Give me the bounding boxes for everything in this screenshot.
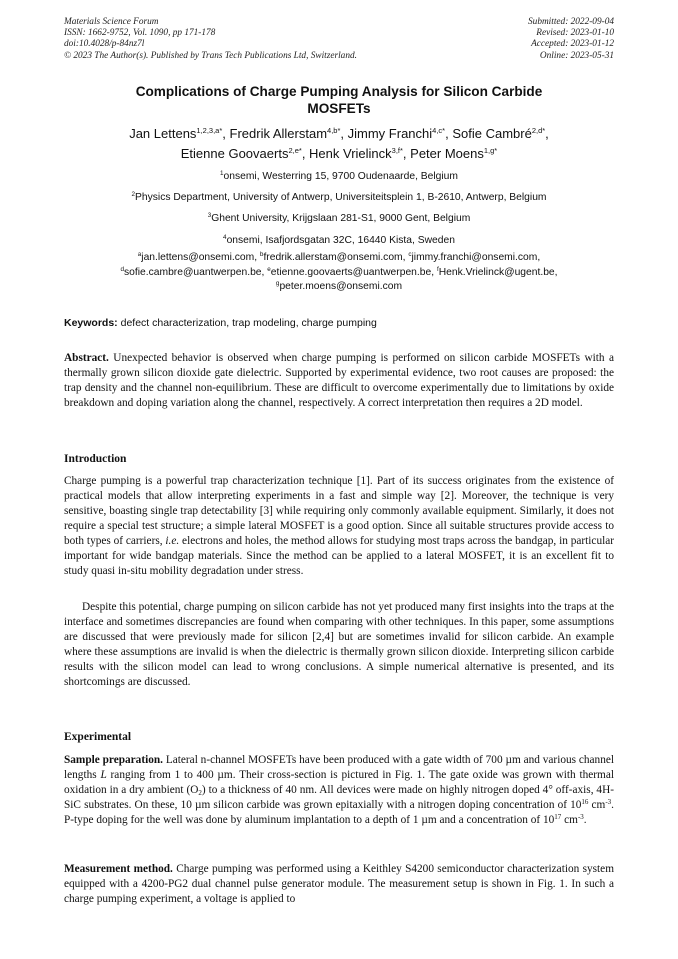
copyright-line: © 2023 The Author(s). Published by Trans Tech Publications Ltd, Switzerland. — [64, 50, 357, 61]
submitted-date: Submitted: 2022-09-04 — [528, 17, 614, 27]
author-affiliation-sup: 4,b* — [327, 126, 341, 135]
author-name: Etienne Goovaerts — [180, 146, 289, 161]
email-marker: e — [267, 265, 271, 273]
subscript: 2 — [198, 788, 202, 797]
paragraph-text: Despite this potential, charge pumping on silicon carbide has not yet produced many first insights into the traps at the interface and sometimes discrepancies are found when comparing with other techniques. In this paper, some assumptions are discussed that were previously made for silicon [2,4] but are sometimes invalid for silicon carbide. An example where these assumptions are invalid is when the dielectric is thermally grown silicon dioxide. Interpreting silicon carbide results with the silicon model can lead to wrong conclusions. A simple numerical alternative is presented, and its shortcomings are discussed. — [64, 601, 614, 688]
author-name: Fredrik Allerstam — [229, 126, 328, 141]
introduction-paragraph-1 — [64, 474, 614, 579]
keywords — [64, 316, 614, 330]
accepted-date: Accepted: 2023-01-12 — [531, 39, 614, 50]
journal-info — [64, 17, 357, 62]
author-emails — [30, 251, 648, 295]
author-line-2: Etienne Goovaerts$^{2,e*}$, Henk Vrielinck$^{3,f*}$, Peter Moens$^{1,g*}$ — [180, 146, 498, 161]
paragraph-italic: i.e. — [165, 534, 180, 547]
affiliation-text: onsemi, Westerring 15, 9700 Oudenaarde, Belgium — [223, 171, 458, 182]
email-marker: f — [436, 265, 439, 273]
affiliation-number: 2 — [131, 191, 136, 199]
paragraph-text: Charge pumping is a powerful trap characterization technique [1]. Part of its success originates from the existence of practical models that allow interpreting experiments in a fast and simple way [2]. Moreover, the technique is very sensitive, boasting single trap detectability [3] while requiring only commonly available equipment. Similarly, it does not require a special test structure; a simple lateral MOSFET is a good option. Since all suitable structures provide access to both types of carriers, — [64, 475, 614, 547]
email-line-3 — [30, 280, 648, 295]
superscript: 17 — [554, 812, 562, 821]
email-marker: a — [137, 251, 142, 258]
affiliation-1 — [30, 166, 648, 187]
paragraph-text: . P-type doping for the well was done by aluminum implantation to a depth of 1 µm and a concentration of 10 — [64, 798, 614, 826]
author-name: Sofie Cambré — [452, 126, 532, 141]
email-link[interactable]: etienne.goovaerts@uantwerpen.be, — [270, 266, 437, 278]
measurement-method-label: Measurement method. — [64, 863, 173, 875]
email-link[interactable]: jan.lettens@onsemi.com, — [141, 252, 260, 263]
measurement-method-paragraph — [64, 862, 614, 907]
author-affiliation-sup: 4,c* — [432, 126, 446, 135]
author-name: Jan Lettens — [129, 126, 197, 141]
author-affiliation-sup: 2,d* — [531, 126, 546, 135]
paper-title — [60, 83, 618, 117]
author-affiliation-sup: 1,g* — [483, 146, 498, 155]
publication-dates — [528, 17, 614, 62]
paragraph-text: cm — [561, 813, 578, 826]
paragraph-text: ranging from 1 to 400 µm. Their cross-section is pictured in Fig. 1. The gate oxide was grown with thermal oxidation in a dry ambient (O — [64, 768, 614, 796]
paragraph-text: Lateral n-channel MOSFETs have been produced with a gate width of 700 µm and various channel lengths — [64, 754, 614, 781]
sample-preparation-label: Sample preparation. — [64, 754, 163, 766]
paragraph-text: electrons and holes, the method allows for studying most traps across the bandgap, in particular important for wide bandgap materials. Since the method can be applied to a lateral MOSFET, it is an excellent fit to study quasi in-situ mobility degradation under stress. — [64, 534, 615, 577]
affiliation-4 — [30, 230, 648, 251]
doi-line: doi:10.4028/p-84nz7l — [64, 39, 145, 50]
email-line-2 — [30, 266, 648, 281]
title-line-2: MOSFETs — [307, 101, 371, 116]
affiliation-3 — [30, 208, 648, 229]
affiliation-2 — [30, 187, 648, 208]
affiliation-number: 4 — [223, 233, 227, 241]
author-list — [50, 124, 628, 164]
email-link[interactable]: Henk.Vrielinck@ugent.be, — [438, 266, 558, 278]
affiliations — [30, 166, 648, 251]
author-affiliation-sup: 1,2,3,a* — [196, 126, 223, 135]
email-link[interactable]: jimmy.franchi@onsemi.com, — [411, 252, 541, 263]
abstract-text: Unexpected behavior is observed when charge pumping is performed on silicon carbide MOSFETs with a thermally grown silicon dioxide gate dielectric. Supported by experimental evidence, two root causes are proposed: the trap density and the channel non-equilibrium. These are difficult to overcome experimentally due to limitations by oxide breakdown and doping variation along the channel, respectively. A correct interpretation then requires a 2D model. — [64, 352, 614, 409]
online-date: Online: 2023-05-31 — [539, 50, 614, 61]
affiliation-number: 1 — [219, 170, 224, 177]
author-affiliation-sup: 3,f* — [391, 146, 403, 155]
author-line-1: Jan Lettens$^{1,2,3,a*}$, Fredrik Allerstam$^{4,b*}$, Jimmy Franchi$^{4,c*}$, Sofie Cambré$^{2,d*}$, — [129, 126, 549, 141]
affiliation-text: Ghent University, Krijgslaan 281-S1, 9000 Gent, Belgium — [211, 213, 471, 225]
email-marker: b — [259, 251, 264, 258]
keywords-label: Keywords: — [64, 317, 118, 329]
email-line-1 — [30, 251, 648, 266]
abstract-label: Abstract. — [64, 352, 109, 364]
affiliation-text: onsemi, Isafjordsgatan 32C, 16440 Kista, Sweden — [226, 234, 455, 246]
paragraph-text: cm — [588, 798, 606, 811]
email-marker: d — [120, 265, 124, 273]
journal-name: Materials Science Forum — [64, 17, 159, 27]
revised-date: Revised: 2023-01-10 — [536, 28, 614, 39]
email-marker: g — [275, 280, 280, 287]
paragraph-italic: L — [100, 768, 107, 781]
author-name: Peter Moens — [410, 146, 484, 161]
author-name: Henk Vrielinck — [309, 146, 392, 161]
experimental-heading: Experimental — [64, 731, 132, 743]
paragraph-text: . — [583, 813, 587, 826]
superscript: -3 — [577, 812, 584, 821]
paragraph-text: ) to a thickness of 40 nm. All devices were made on highly nitrogen doped 4° off-axis, 4H-SiC substrates. On these, 10 µm silicon carbide was grown epitaxially with a nitrogen doping concentration of 10 — [64, 783, 614, 811]
introduction-paragraph-2 — [64, 600, 614, 690]
title-line-1: Complications of Charge Pumping Analysis for Silicon Carbide — [135, 84, 543, 99]
affiliation-text: Physics Department, University of Antwerp, Universiteitsplein 1, B-2610, Antwerp, Belgium — [135, 192, 547, 204]
affiliation-number: 3 — [207, 212, 212, 220]
sample-preparation-paragraph — [64, 753, 614, 828]
email-link[interactable]: sofie.cambre@uantwerpen.be, — [124, 266, 268, 278]
superscript: 16 — [581, 797, 589, 806]
email-link[interactable]: fredrik.allerstam@onsemi.com, — [263, 252, 409, 263]
email-marker: c — [408, 251, 412, 258]
author-affiliation-sup: 2,e* — [288, 146, 302, 155]
keywords-text: defect characterization, trap modeling, charge pumping — [117, 317, 377, 329]
paragraph-text: Charge pumping was performed using a Keithley S4200 semiconductor characterization system equipped with a 4200-PG2 dual channel pulse generator module. The measurement setup is shown in Fig. 1. In such a charge pumping experiment, a voltage is applied to — [64, 863, 614, 905]
issn-line: ISSN: 1662-9752, Vol. 1090, pp 171-178 — [64, 28, 216, 39]
introduction-heading: Introduction — [64, 453, 127, 465]
author-name: Jimmy Franchi — [347, 126, 433, 141]
superscript: -3 — [605, 797, 612, 806]
email-link[interactable]: peter.moens@onsemi.com — [279, 281, 403, 292]
abstract — [64, 351, 614, 411]
